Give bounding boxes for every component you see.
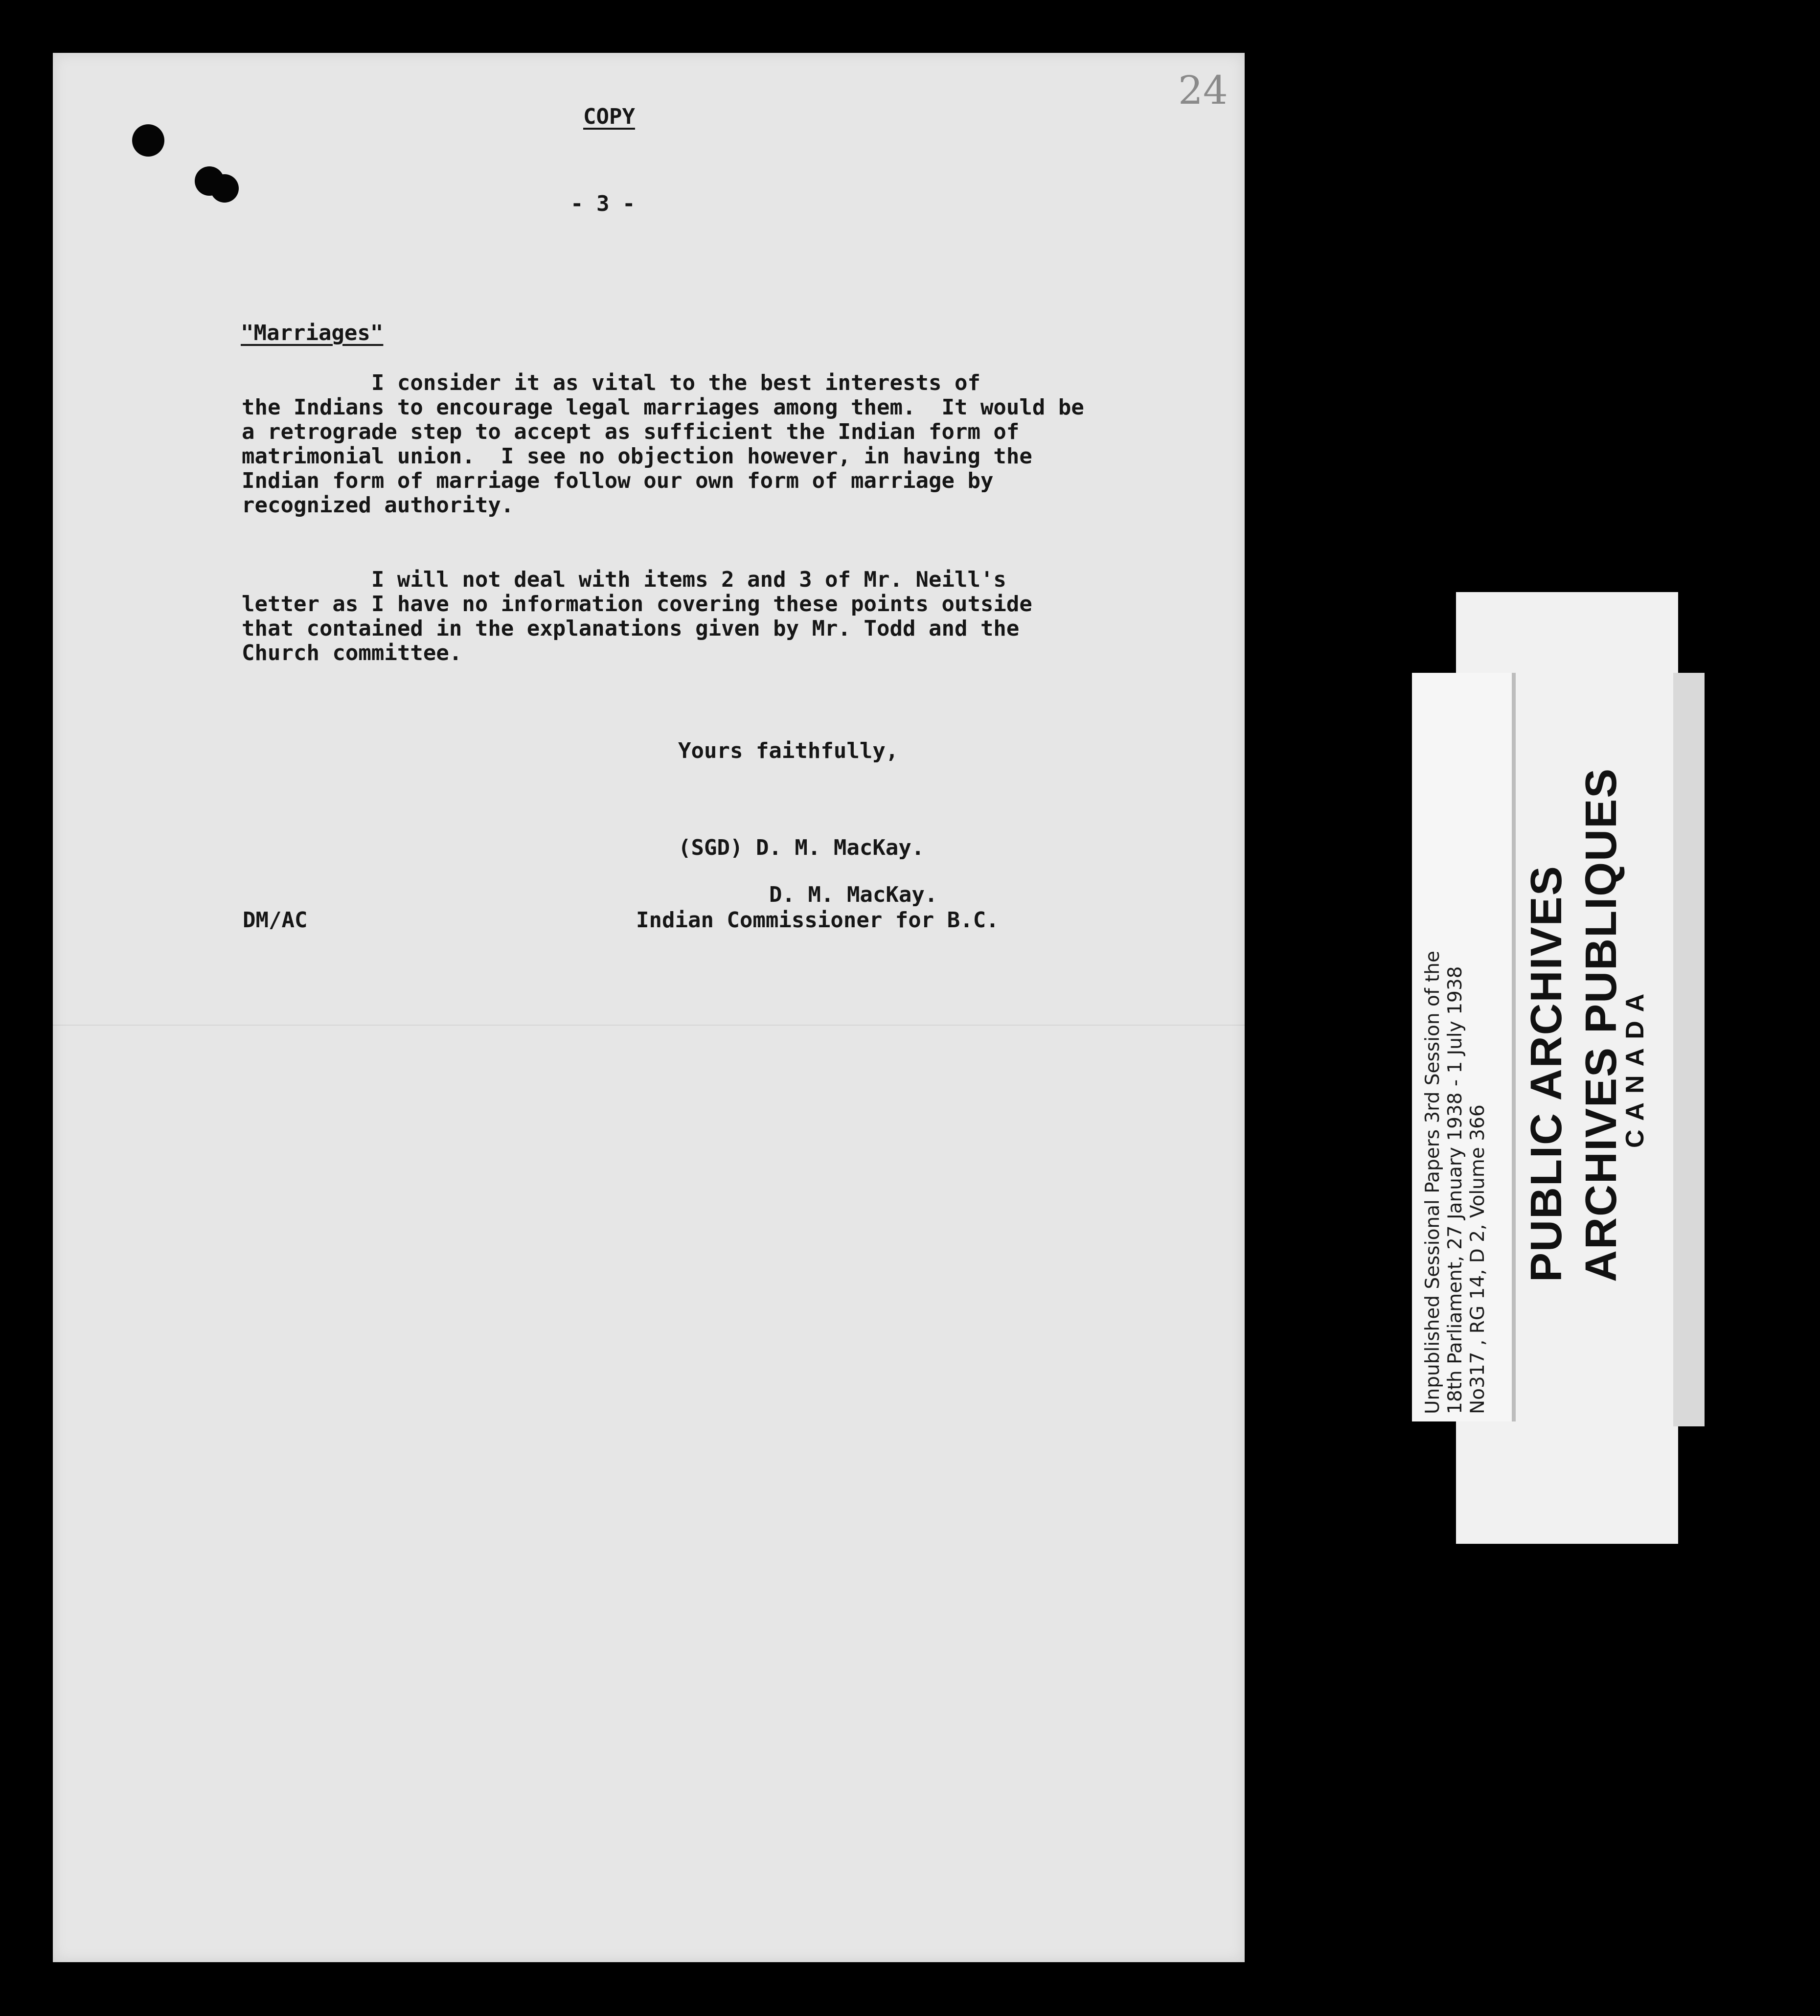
paragraph-line: Indian form of marriage follow our own form of marriage by — [242, 468, 994, 493]
stamp-line-archives-publiques: ARCHIVES PUBLIQUES — [1577, 767, 1626, 1282]
paragraph-line: that contained in the explanations given by Mr. Todd and the — [242, 616, 1020, 641]
paragraph-marriages — [242, 371, 1250, 518]
copy-label: COPY — [583, 104, 635, 129]
paragraph-line: matrimonial union. I see no objection however, in having the — [242, 444, 1032, 469]
page-fold-line — [53, 1025, 1245, 1026]
punch-hole-top — [132, 124, 164, 157]
signed-line: (SGD) D. M. MacKay. — [678, 835, 925, 860]
archive-label-line: Unpublished Sessional Papers 3rd Session of the — [1422, 951, 1444, 1414]
paragraph-line: letter as I have no information covering these points outside — [242, 592, 1032, 617]
paragraph-items — [242, 568, 1250, 665]
signatory-title: Indian Commissioner for B.C. — [636, 908, 999, 933]
archives-stamp — [1522, 767, 1626, 1282]
document-page — [53, 53, 1245, 1962]
punch-hole-second-shadow — [210, 174, 239, 203]
archive-label-line: No317 , RG 14, D 2, Volume 366 — [1467, 1104, 1489, 1414]
signatory-name: D. M. MacKay. — [769, 882, 938, 907]
paragraph-line: I consider it as vital to the best interests of — [242, 370, 980, 395]
page-marker: - 3 - — [570, 191, 636, 216]
archive-strip-edge — [1673, 673, 1705, 1426]
paragraph-line: a retrograde step to accept as sufficient the Indian form of — [242, 419, 1020, 444]
closing: Yours faithfully, — [678, 738, 899, 763]
stamp-line-public-archives: PUBLIC ARCHIVES — [1522, 865, 1571, 1282]
archive-page-number: 24 — [1178, 68, 1228, 113]
archive-label-line: 18th Parliament, 27 January 1938 - 1 July 1938 — [1444, 966, 1466, 1414]
stamp-line-canada: CANADA — [1621, 985, 1649, 1148]
section-heading: "Marriages" — [241, 321, 384, 345]
paragraph-line: the Indians to encourage legal marriages among them. It would be — [242, 395, 1084, 420]
archive-label-text — [1422, 951, 1489, 1414]
paragraph-line: recognized authority. — [242, 493, 514, 518]
reference-initials: DM/AC — [243, 908, 308, 933]
paragraph-line: I will not deal with items 2 and 3 of Mr. Neill's — [242, 567, 1006, 592]
paragraph-line: Church committee. — [242, 641, 462, 665]
